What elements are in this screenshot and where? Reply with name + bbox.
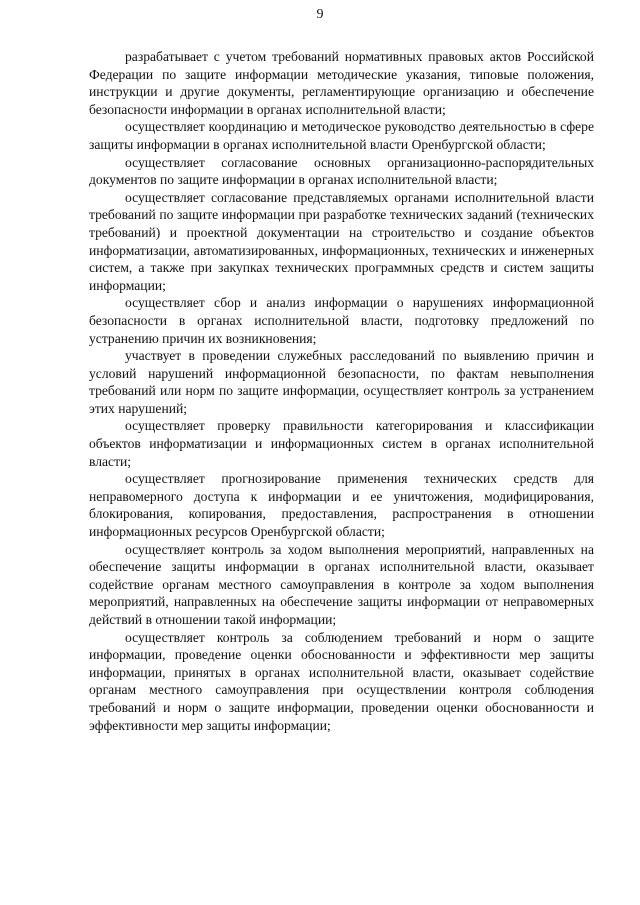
paragraph-compliance-control: осуществляет контроль за соблюдением требований и норм о защите информации, проведение оценки обоснованности и эффективности мер защиты информации, принятых в органах исполнительной власти, оказывает содействие органам местного самоуправления при осуществлении контроля соблюдения требований и норм о защите информации, проведении оценки обоснованности и эффективности мер защиты информации;	[89, 629, 594, 733]
paragraph-forecasting: осуществляет прогнозирование применения технических средств для неправомерного доступа к информации и ее уничтожения, модифицирования, блокирования, копирования, предоставления, распространения в отношении информационных ресурсов Оренбургской области;	[89, 471, 594, 540]
page-number: 9	[316, 7, 324, 22]
paragraph-methodical-documents: разрабатывает с учетом требований нормативных правовых актов Российской Федерации по защите информации методические указания, типовые положения, инструкции и другие документы, регламентирующие организацию и обеспечение безопасности информации в органах исполнительной власти;	[89, 49, 594, 117]
paragraph-measures-control: осуществляет контроль за ходом выполнения мероприятий, направленных на обеспечение защиты информации в органах исполнительной власти, оказывает содействие органам местного самоуправления в контроле за ходом выполнения мероприятий, направленных на обеспечение защиты информации от неправомерных действий в отношении такой информации;	[89, 541, 594, 627]
paragraph-coordination: осуществляет координацию и методическое руководство деятельностью в сфере защиты информации в органах исполнительной власти Оренбургской области;	[89, 119, 594, 152]
paragraph-document-approval: осуществляет согласование основных организационно-распорядительных документов по защите информации в органах исполнительной власти;	[89, 154, 594, 188]
document-body	[89, 48, 594, 734]
paragraph-categorization-check: осуществляет проверку правильности категорирования и классификации объектов информатизации и информационных систем в органах исполнительной власти;	[89, 418, 594, 469]
paragraph-requirements-approval: осуществляет согласование представляемых органами исполнительной власти требований по защите информации при разработке технических заданий (технических требований) и проектной документации на строительство и создание объектов информатизации, автоматизированных, информационных, технических и инженерных систем, а также при закупках технических программных средств и систем защиты информации;	[89, 189, 594, 293]
paragraph-investigations: участвует в проведении служебных расследований по выявлению причин и условий нарушений информационной безопасности, по фактам невыполнения требований или норм по защите информации, осуществляет контроль за устранением этих нарушений;	[89, 348, 594, 416]
paragraph-violations-analysis: осуществляет сбор и анализ информации о нарушениях информационной безопасности в органах исполнительной власти, подготовку предложений по устранению причин их возникновения;	[89, 295, 594, 346]
